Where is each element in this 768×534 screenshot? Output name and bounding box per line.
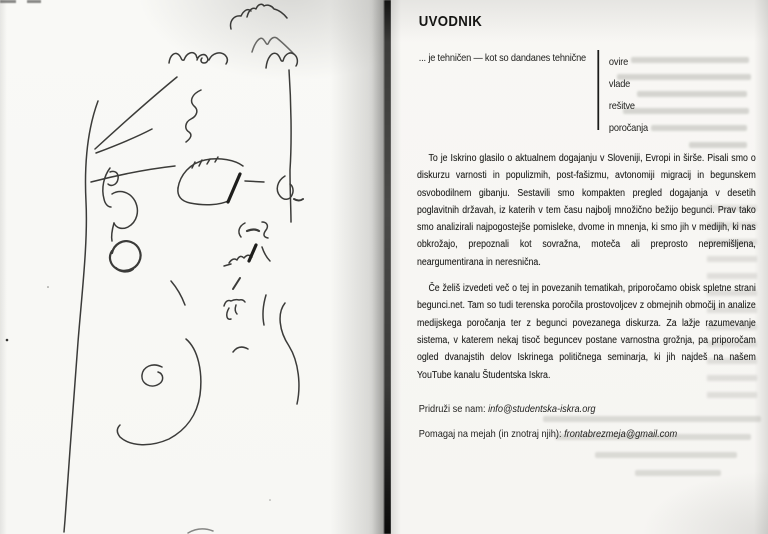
philtrum-line — [262, 247, 270, 261]
ink-speck — [269, 499, 271, 501]
mouth-scribble — [224, 300, 245, 320]
jaw-curve-left — [171, 281, 185, 305]
neck-right-curve — [280, 303, 299, 404]
chin-slash — [263, 295, 266, 325]
intro-block — [419, 50, 648, 139]
body-text — [417, 150, 756, 443]
contact-line-join — [419, 401, 756, 418]
intro-list-item: ovire — [608, 56, 629, 68]
ear-outline — [103, 168, 111, 207]
scan-edge-artifact — [27, 0, 41, 3]
chin-spiral — [142, 365, 163, 386]
ink-speck — [6, 339, 9, 342]
hair-squiggle-right — [252, 37, 293, 53]
intro-list — [609, 50, 648, 139]
hair-squiggle-mid — [169, 53, 227, 64]
lip-dash — [224, 264, 231, 266]
eye-lower-lid — [178, 188, 228, 205]
paragraph: Če želiš izvedeti več o tej in povezanih tematikah, priporočamo obisk spletne strani begunci.net. Tam so tudi terenska poročila prostovoljcev z obmejnih območij in analize medijskega poročanja ter z begunci povezanega diskurza. Za lažje razumevanje sistema, v katerem nekaj tisoč beguncev postane varnostna grožnja, pa priporočam ogled dvanajstih delov Iskrinega političnega seminarja, ki jih najdeš na našem YouTube kanalu Študentska Iskra. — [417, 283, 756, 381]
contact-email: frontabrezmeja@gmail.com — [564, 427, 678, 440]
hair-squiggle-top — [231, 4, 287, 29]
earring-hoop — [110, 241, 141, 271]
mouth-slash — [233, 278, 240, 289]
forehead-s-curve — [186, 90, 201, 142]
page-gutter — [384, 0, 391, 534]
right-page — [391, 0, 768, 534]
contact-line-help — [419, 426, 756, 443]
contact-email: info@studentska-iskra.org — [488, 402, 596, 415]
ink-speck — [47, 286, 49, 288]
eyebrow — [178, 159, 243, 188]
ear-lobe — [112, 192, 137, 229]
nose-shadow-slash — [249, 245, 256, 261]
scan-edge-artifact — [0, 0, 16, 3]
intro-list-item: vlade — [608, 78, 631, 90]
paragraph: To je Iskrino glasilo o aktualnem dogajanju v Sloveniji, Evropi in širše. Pisali smo o diskurzu varnosti in populizmih, post-fašizmu, avtonomiji migracij in begunskem osvobodilnem gibanju. Sestavili smo kompakten pregled dogajanja v desetih poglavitnih državah, iz katerih v tem času najbolj množično bežijo begunci. Prav tako smo analizirali najpogostejše pomisleke, dvome in mnenja, ki smo jih v medijih, ki nas obkrožajo, prepoznali kot sovražna, moteča ali preprosto nepremišljena, neargumentirana in neresnična. — [417, 153, 756, 268]
intro-lead-text: ... je tehničen — kot so dandanes tehnične — [418, 52, 587, 64]
hair-squiggle-lower — [266, 53, 297, 68]
contact-label: Pridruži se nam: — [418, 402, 489, 415]
page-title: UVODNIK — [418, 13, 483, 30]
eye-pupil-slash — [228, 174, 240, 202]
eye-side-line — [245, 181, 264, 182]
shoulder-arc — [188, 529, 213, 533]
intro-list-item: rešitve — [608, 100, 635, 112]
right-ear-tick — [294, 199, 303, 201]
nostril-right — [262, 222, 268, 238]
face-left-edge — [64, 101, 98, 532]
editorial-content — [417, 0, 765, 534]
vertical-divider — [597, 50, 599, 130]
nostril-left — [239, 223, 245, 237]
hair-sweep-line-1 — [95, 77, 177, 149]
ear-lobe-connector — [112, 223, 114, 241]
intro-list-item: poročanja — [608, 122, 648, 134]
ear-inner-loop — [108, 171, 118, 185]
chin-outline — [117, 339, 200, 445]
cheek-angle-mark — [233, 347, 248, 352]
nostril-mark — [247, 230, 259, 232]
contact-label: Pomagaj na mejah (in znotraj njih): — [418, 427, 565, 440]
